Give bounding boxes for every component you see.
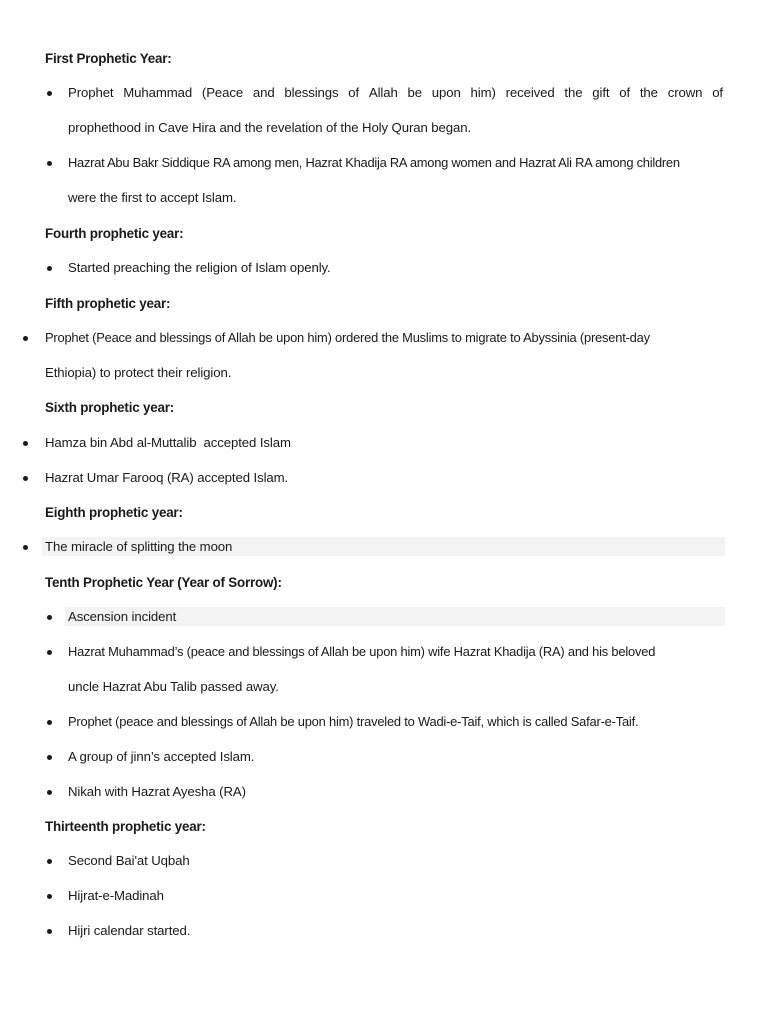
bullet-icon (23, 441, 28, 446)
bullet-icon (47, 91, 52, 96)
list-item-line: Nikah with Hazrat Ayesha (RA) (68, 784, 246, 799)
list-item-line: prophethood in Cave Hira and the revelation of the Holy Quran began. (68, 120, 472, 135)
word: of (348, 85, 360, 100)
word: and (252, 85, 275, 100)
bullet-icon (47, 266, 52, 271)
bullet-icon (23, 336, 28, 341)
list-item-line: Hijri calendar started. (68, 923, 191, 938)
word: gift (592, 85, 610, 100)
list-item-line: uncle Hazrat Abu Talib passed away. (68, 679, 279, 694)
list-item-line: Hazrat Umar Farooq (RA) accepted Islam. (45, 470, 289, 485)
word: crown (667, 85, 703, 100)
bullet-icon (47, 929, 52, 934)
bullet-icon (47, 650, 52, 655)
word: of (619, 85, 631, 100)
word: the (639, 85, 658, 100)
bullet-icon (23, 476, 28, 481)
section-heading: Thirteenth prophetic year: (45, 819, 206, 834)
list-item-line (68, 85, 723, 100)
list-item-line: were the first to accept Islam. (68, 190, 237, 205)
list-item-line: Started preaching the religion of Islam openly. (68, 260, 331, 275)
section-heading: Eighth prophetic year: (45, 505, 183, 520)
section-heading: Fourth prophetic year: (45, 226, 184, 241)
bullet-icon (23, 545, 28, 550)
list-item-line: Hamza bin Abd al-Muttalib accepted Islam (45, 435, 291, 450)
list-item-line: The miracle of splitting the moon (45, 539, 233, 554)
bullet-icon (47, 615, 52, 620)
word: Allah (368, 85, 398, 100)
bullet-icon (47, 755, 52, 760)
bullet-icon (47, 859, 52, 864)
list-item-line: Ethiopia) to protect their religion. (45, 365, 232, 380)
list-item-line: Hazrat Muhammad’s (peace and blessings of Allah be upon him) wife Hazrat Khadija (RA) and his beloved (68, 644, 656, 659)
word: upon (431, 85, 461, 100)
list-item-line: Second Bai'at Uqbah (68, 853, 190, 868)
word: be (407, 85, 422, 100)
list-item-line: Ascension incident (68, 609, 177, 624)
word: the (564, 85, 583, 100)
word: blessings (284, 85, 339, 100)
word: received (505, 85, 555, 100)
list-item-line: Prophet (peace and blessings of Allah be upon him) traveled to Wadi-e-Taif, which is called Safar-e-Taif. (68, 714, 639, 729)
word: Muhammad (123, 85, 193, 100)
list-item-line: A group of jinn’s accepted Islam. (68, 749, 255, 764)
bullet-icon (47, 790, 52, 795)
bullet-icon (47, 720, 52, 725)
bullet-icon (47, 161, 52, 166)
section-heading: Fifth prophetic year: (45, 296, 171, 311)
list-item-line: Prophet (Peace and blessings of Allah be upon him) ordered the Muslims to migrate to Abyssinia (present-day (45, 330, 650, 345)
word: of (712, 85, 723, 100)
list-item-line: Hazrat Abu Bakr Siddique RA among men, Hazrat Khadija RA among women and Hazrat Ali RA among children (68, 155, 680, 170)
list-item-line: Hijrat-e-Madinah (68, 888, 164, 903)
section-heading: Sixth prophetic year: (45, 400, 174, 415)
word: Prophet (68, 85, 114, 100)
bullet-icon (47, 894, 52, 899)
section-heading: First Prophetic Year: (45, 51, 172, 66)
word: (Peace (201, 85, 244, 100)
word: him) (470, 85, 496, 100)
section-heading: Tenth Prophetic Year (Year of Sorrow): (45, 575, 282, 590)
